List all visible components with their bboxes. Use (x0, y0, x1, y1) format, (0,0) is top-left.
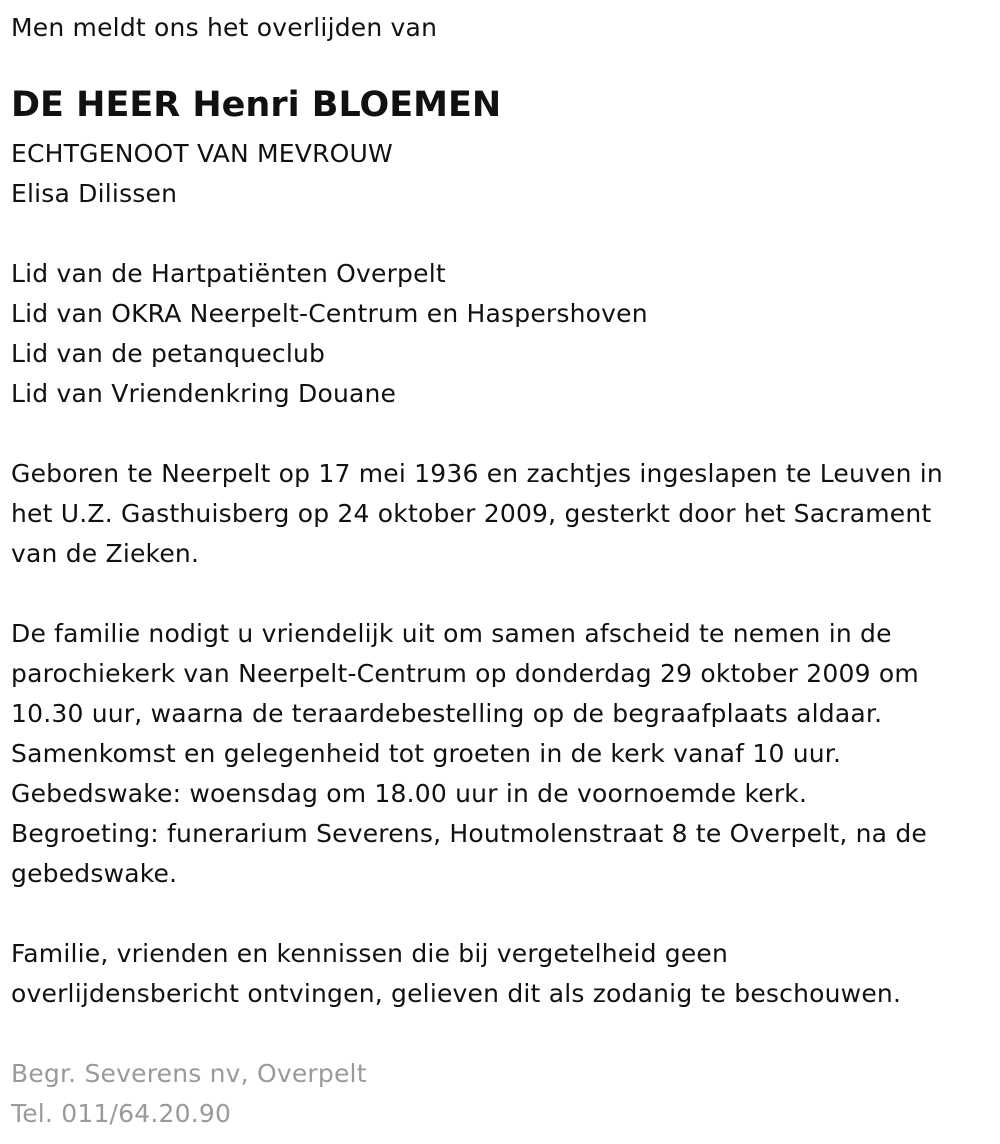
relation-text: ECHTGENOOT VAN MEVROUW (11, 139, 393, 168)
paragraph-line: gebedswake. (11, 859, 178, 888)
spacer (11, 574, 1000, 614)
paragraph-line: 10.30 uur, waarna de teraardebestelling op de begraafplaats aldaar. (11, 699, 883, 728)
membership-item: Lid van de Hartpatiënten Overpelt (11, 259, 446, 288)
paragraph-line: Geboren te Neerpelt op 17 mei 1936 en zachtjes ingeslapen te Leuven in (11, 459, 943, 488)
paragraph-line: Gebedswake: woensdag om 18.00 uur in de voornoemde kerk. (11, 779, 808, 808)
phone-text: Tel. 011/64.20.90 (11, 1099, 232, 1128)
memberships-list (11, 254, 1000, 414)
paragraph-line: het U.Z. Gasthuisberg op 24 oktober 2009, gesterkt door het Sacrament (11, 499, 932, 528)
paragraph-line: van de Zieken. (11, 539, 200, 568)
footer (11, 1054, 1000, 1134)
undertaker-text: Begr. Severens nv, Overpelt (11, 1059, 367, 1088)
deceased-name: DE HEER Henri BLOEMEN (11, 85, 502, 125)
paragraph-line: overlijdensbericht ontvingen, gelieven dit als zodanig te beschouwen. (11, 979, 902, 1008)
birth-death-paragraph (11, 454, 1000, 574)
paragraph-line: De familie nodigt u vriendelijk uit om samen afscheid te nemen in de (11, 619, 892, 648)
paragraph-line: Begroeting: funerarium Severens, Houtmolenstraat 8 te Overpelt, na de (11, 819, 927, 848)
intro-text: Men meldt ons het overlijden van (11, 13, 438, 42)
spacer (11, 214, 1000, 254)
membership-item: Lid van de petanqueclub (11, 339, 326, 368)
spacer (11, 414, 1000, 454)
paragraph-line: Familie, vrienden en kennissen die bij vergetelheid geen (11, 939, 729, 968)
notice-paragraph (11, 934, 1000, 1014)
membership-item: Lid van Vriendenkring Douane (11, 379, 397, 408)
spacer (11, 1014, 1000, 1054)
paragraph-line: Samenkomst en gelegenheid tot groeten in de kerk vanaf 10 uur. (11, 739, 842, 768)
ceremony-paragraph (11, 614, 1000, 894)
paragraph-line: parochiekerk van Neerpelt-Centrum op donderdag 29 oktober 2009 om (11, 659, 919, 688)
membership-item: Lid van OKRA Neerpelt-Centrum en Haspershoven (11, 299, 648, 328)
spouse-name: Elisa Dilissen (11, 179, 178, 208)
spacer (11, 894, 1000, 934)
